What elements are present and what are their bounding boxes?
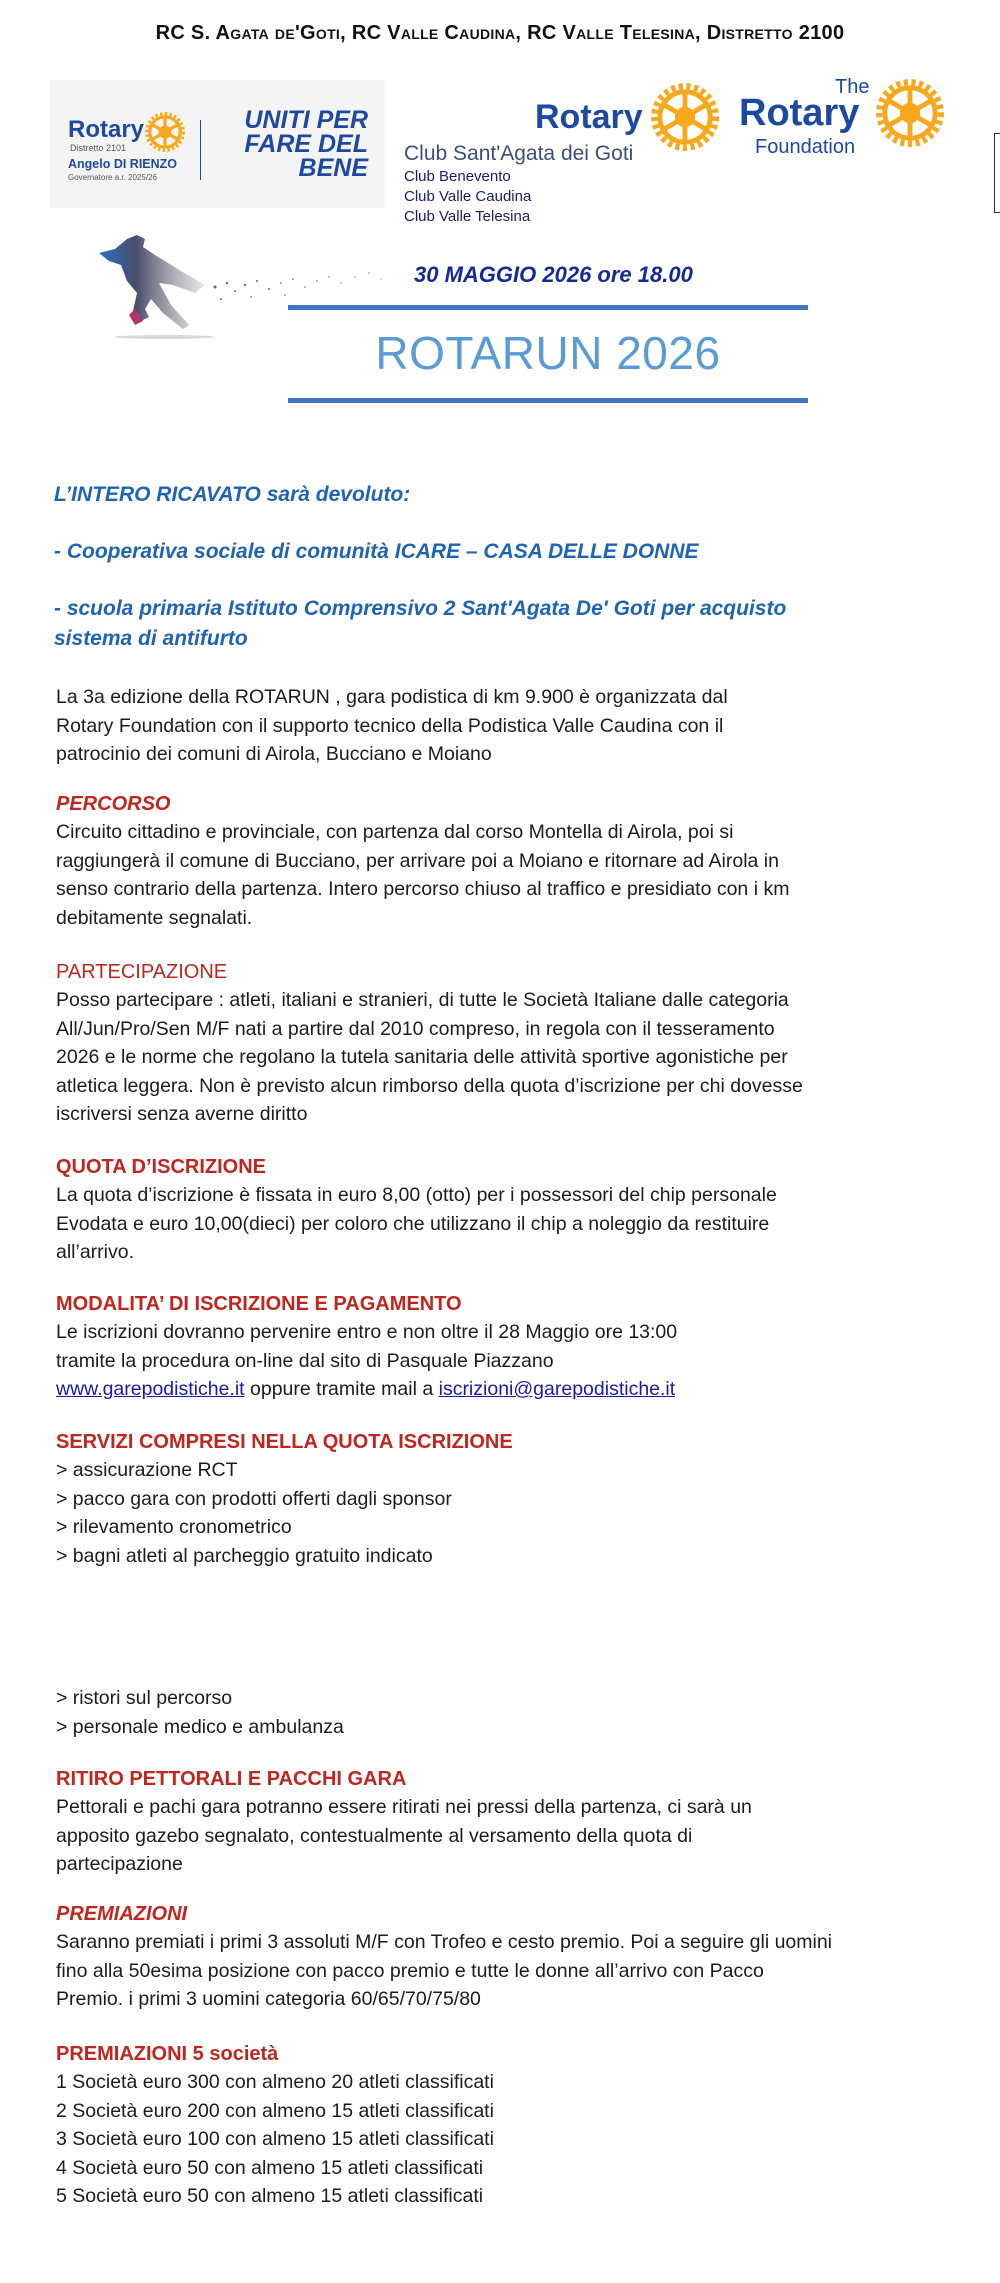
- website-link[interactable]: www.garepodistiche.it: [56, 1378, 245, 1400]
- rotary-wheel-icon: [875, 78, 945, 148]
- text-line: atletica leggera. Non è previsto alcun rimborso della quota d’iscrizione per chi dovesse: [56, 1074, 803, 1097]
- text-line: Saranno premiati i primi 3 assoluti M/F con Trofeo e cesto premio. Poi a seguire gli uomini: [56, 1931, 833, 1953]
- title-rule-bottom: [288, 398, 808, 403]
- club-rotary-word: Rotary: [535, 98, 643, 136]
- text-line: partecipazione: [56, 1853, 183, 1875]
- servizi-continued: [56, 1684, 344, 1741]
- text-line: iscriversi senza averne diritto: [56, 1103, 308, 1125]
- servizi-section: [56, 1428, 513, 1570]
- governor-name: Angelo DI RIENZO: [68, 157, 178, 171]
- percorso-section: [56, 790, 789, 932]
- partecipazione-section: [56, 958, 803, 1129]
- service-item: > personale medico e ambulanza: [56, 1715, 344, 1738]
- foundation-logo: [735, 76, 965, 166]
- text-line: Posso partecipare : atleti, italiani e stranieri, di tutte le Società Italiane dalle categoria: [56, 989, 789, 1011]
- event-title: ROTARUN 2026: [375, 327, 721, 379]
- modalita-section: [56, 1290, 677, 1404]
- text-line: all’arrivo.: [56, 1241, 135, 1263]
- foundation-word: Foundation: [755, 136, 856, 158]
- modalita-heading: MODALITA’ DI ISCRIZIONE E PAGAMENTO: [56, 1293, 462, 1315]
- prize-item: 3 Società euro 100 con almeno 15 atleti classificati: [56, 2128, 494, 2150]
- text-line: Le iscrizioni dovranno pervenire entro e non oltre il 28 Maggio ore 13:00: [56, 1321, 678, 1343]
- premiazioni-societa-section: [56, 2040, 494, 2211]
- district-number: Distretto 2101: [70, 143, 127, 153]
- text-line: All/Jun/Pro/Sen M/F nati a partire dal 2010 compreso, in regola con il tesseramento: [56, 1017, 775, 1040]
- foundation-rotary-word: Rotary: [739, 92, 860, 134]
- beneficiary-2: [54, 594, 786, 654]
- donation-heading: L’INTERO RICAVATO sarà devoluto:: [54, 483, 411, 506]
- district-logo: [50, 80, 385, 208]
- text-line: [56, 1375, 677, 1404]
- text-line: Premio. i primi 3 uomini categoria 60/65/70/75/80: [56, 1988, 481, 2010]
- text-line: La 3a edizione della ROTARUN , gara podistica di km 9.900 è organizzata dal: [56, 686, 728, 708]
- event-date: 30 MAGGIO 2026 ore 18.00: [414, 262, 693, 287]
- slogan-line: BENE: [298, 154, 368, 182]
- text-line: Rotary Foundation con il supporto tecnico della Podistica Valle Caudina con il: [56, 714, 724, 737]
- text-line: Evodata e euro 10,00(dieci) per coloro che utilizzano il chip a noleggio da restituire: [56, 1212, 770, 1235]
- text-line: Pettorali e pachi gara potranno essere ritirati nei pressi della partenza, ci sarà un: [56, 1796, 752, 1818]
- service-item: > pacco gara con prodotti offerti dagli sponsor: [56, 1487, 452, 1510]
- prize-item: 2 Società euro 200 con almeno 15 atleti classificati: [56, 2099, 494, 2122]
- percorso-heading: PERCORSO: [56, 793, 171, 815]
- text-line: debitamente segnalati.: [56, 906, 253, 929]
- intro-paragraph: [56, 683, 728, 769]
- servizi-heading: SERVIZI COMPRESI NELLA QUOTA ISCRIZIONE: [56, 1431, 513, 1453]
- district-rotary-word: Rotary: [68, 116, 145, 143]
- partecipazione-heading: PARTECIPAZIONE: [56, 961, 228, 983]
- beneficiary-1: - Cooperativa sociale di comunità ICARE – CASA DELLE DONNE: [54, 540, 699, 563]
- prize-item: 5 Società euro 50 con almeno 15 atleti classificati: [56, 2185, 484, 2207]
- partner-club: Club Benevento: [404, 168, 511, 185]
- quota-heading: QUOTA D’ISCRIZIONE: [56, 1156, 266, 1178]
- text-line: La quota d’iscrizione è fissata in euro 8,00 (otto) per i possessori del chip personale: [56, 1184, 777, 1206]
- slogan: [198, 108, 368, 180]
- title-rule-top: [288, 305, 808, 310]
- email-link[interactable]: iscrizioni@garepodistiche.it: [438, 1378, 676, 1400]
- beneficiary-2-line: - scuola primaria Istituto Comprensivo 2 Sant'Agata De' Goti per acquisto: [54, 597, 787, 620]
- rotary-wheel-icon: [650, 82, 720, 152]
- ritiro-section: [56, 1765, 752, 1879]
- text-line: tramite la procedura on-line dal sito di Pasquale Piazzano: [56, 1349, 554, 1372]
- text-line: raggiungerà il comune di Bucciano, per arrivare poi a Moiano e ritornare ad Airola in: [56, 849, 779, 872]
- partner-clubs: [404, 167, 531, 227]
- slogan-line: FARE DEL: [244, 130, 368, 158]
- text-line: 2026 e le norme che regolano la tutela sanitaria delle attività sportive agonistiche per: [56, 1046, 788, 1068]
- text-line: patrocinio dei comuni di Airola, Bucciano e Moiano: [56, 743, 492, 765]
- partner-club: Club Valle Telesina: [404, 208, 531, 225]
- governor-term: Governatore a.r. 2025/26: [68, 173, 157, 182]
- ritiro-heading: RITIRO PETTORALI E PACCHI GARA: [56, 1768, 407, 1790]
- premiazioni-section: [56, 1900, 832, 2014]
- text-line: apposito gazebo segnalato, contestualmente al versamento della quota di: [56, 1824, 693, 1847]
- premiazioni-societa-heading: PREMIAZIONI 5 società: [56, 2043, 279, 2065]
- edge-frame: [994, 133, 1000, 213]
- service-item: > rilevamento cronometrico: [56, 1516, 292, 1538]
- prize-item: 1 Società euro 300 con almeno 20 atleti classificati: [56, 2071, 494, 2093]
- text-line: fino alla 50esima posizione con pacco premio e tutte le donne all’arrivo con Pacco: [56, 1959, 764, 1982]
- rotary-wheel-icon: [145, 112, 185, 152]
- service-item: > bagni atleti al parcheggio gratuito indicato: [56, 1544, 433, 1567]
- prize-item: 4 Società euro 50 con almeno 15 atleti classificati: [56, 2156, 484, 2179]
- service-item: > assicurazione RCT: [56, 1459, 238, 1481]
- clubs-header: RC S. Agata de'Goti, RC Valle Caudina, RC Valle Telesina, Distretto 2100: [155, 22, 845, 44]
- slogan-line: UNITI PER: [244, 106, 368, 134]
- service-item: > ristori sul percorso: [56, 1687, 233, 1709]
- quota-section: [56, 1153, 777, 1267]
- link-separator-text: oppure tramite mail a: [244, 1378, 439, 1400]
- beneficiary-2-line: sistema di antifurto: [54, 627, 248, 650]
- text-line: Circuito cittadino e provinciale, con partenza dal corso Montella di Airola, poi si: [56, 821, 734, 843]
- foundation-the: The: [835, 76, 870, 98]
- premiazioni-heading: PREMIAZIONI: [56, 1903, 188, 1925]
- text-line: senso contrario della partenza. Intero percorso chiuso al traffico e presidiato con i km: [56, 878, 790, 900]
- partner-club: Club Valle Caudina: [404, 188, 532, 205]
- club-name: Club Sant'Agata dei Goti: [404, 142, 634, 165]
